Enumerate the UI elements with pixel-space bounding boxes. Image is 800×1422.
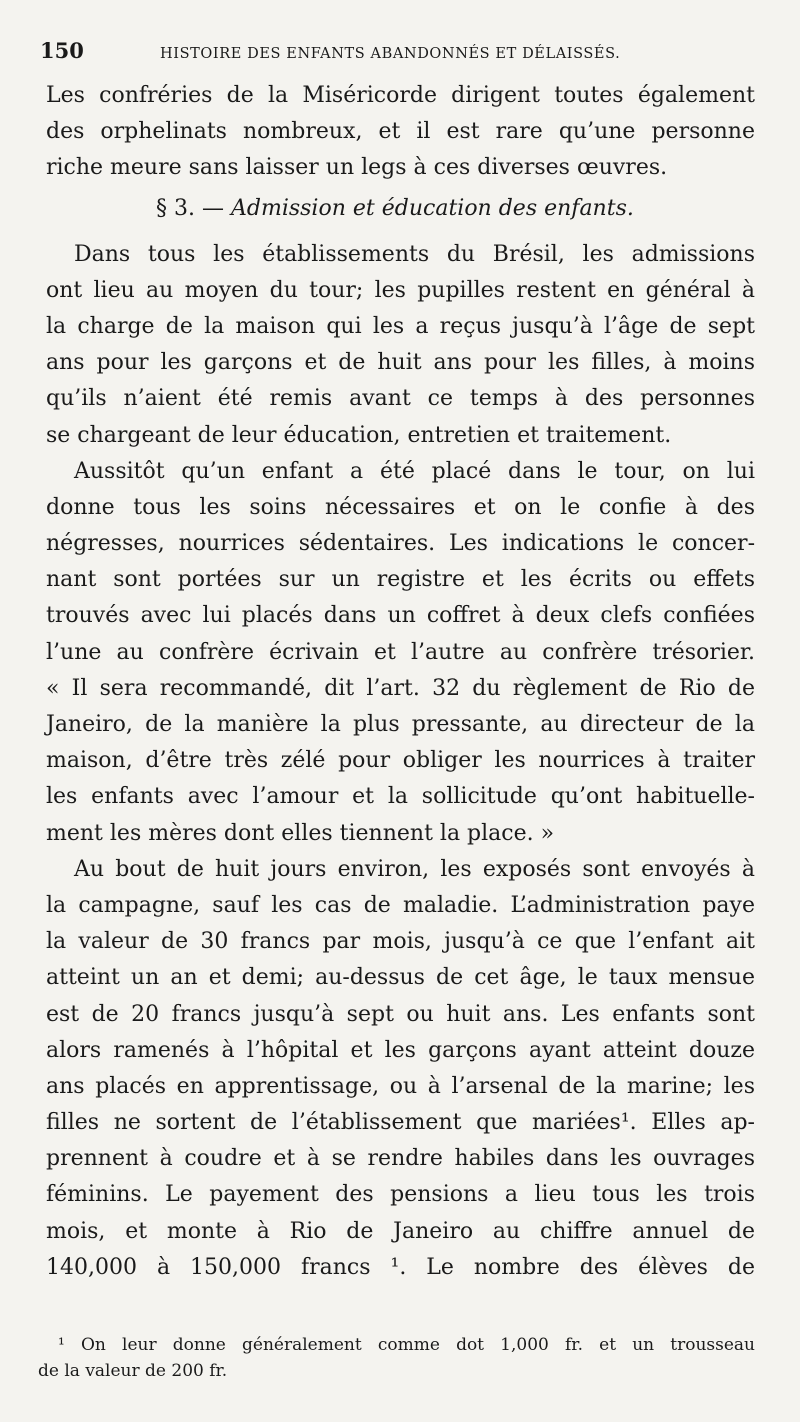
text-line: négresses, nourrices sédentaires. Les indications le concer- [46,531,755,557]
text-line: se chargeant de leur éducation, entretien et traitement. [46,422,672,448]
text-line: la campagne, sauf les cas de maladie. L’administration paye [46,892,755,918]
running-head [40,38,755,66]
section-title: Admission et éducation des enfants. [230,195,634,221]
paragraph-placement [46,852,755,1286]
text-line: maison, d’être très zélé pour obliger les nourrices à traiter [46,748,755,774]
text-line: 140,000 à 150,000 francs ¹. Le nombre des élèves de [46,1254,755,1280]
section-heading [46,187,755,231]
text-line: l’une au confrère écrivain et l’autre au confrère trésorier. [46,639,755,665]
text-line: est de 20 francs jusqu’à sept ou huit ans. Les enfants sont [46,1001,755,1027]
text-line: ans placés en apprentissage, ou à l’arsenal de la marine; les [46,1073,755,1099]
text-line: ont lieu au moyen du tour; les pupilles restent en général à [46,277,755,303]
text-line: Dans tous les établissements du Brésil, les admissions [74,241,755,267]
paragraph-admissions [46,237,755,454]
text-line: nant sont portées sur un registre et les écrits ou effets [46,567,755,593]
text-line: la charge de la maison qui les a reçus jusqu’à l’âge de sept [46,313,755,339]
text-line: Au bout de huit jours environ, les exposés sont envoyés à [74,856,755,882]
text-line: la valeur de 30 francs par mois, jusqu’à ce que l’enfant ait [46,929,755,955]
running-title: HISTOIRE DES ENFANTS ABANDONNÉS ET DÉLAISSÉS. [160,46,621,62]
text-line: féminins. Le payement des pensions a lieu tous les trois [46,1182,755,1208]
section-label: § 3. — [156,195,224,221]
text-line: qu’ils n’aient été remis avant ce temps à des personnes [46,386,755,412]
text-line: « Il sera recommandé, dit l’art. 32 du règlement de Rio de [46,675,755,701]
text-line: Janeiro, de la manière la plus pressante, au directeur de la [46,712,755,737]
paragraph-care [46,454,755,852]
body-text [46,78,755,1286]
text-line: trouvés avec lui placés dans un coffret à deux clefs confiées [46,603,755,629]
text-line: des orphelinats nombreux, et il est rare qu’une personne [46,119,755,145]
paragraph-intro [46,78,755,187]
footnote-line: de la valeur de 200 fr. [38,1361,228,1381]
footnotes [38,1332,755,1384]
text-line: riche meure sans laisser un legs à ces diverses œuvres. [46,155,668,181]
text-line: prennent à coudre et à se rendre habiles dans les ouvrages [46,1146,755,1172]
text-line: Les confréries de la Miséricorde dirigent toutes également [46,83,755,108]
text-line: les enfants avec l’amour et la sollicitude qu’ont habituelle- [46,784,755,810]
page-number: 150 [40,38,84,63]
text-line: alors ramenés à l’hôpital et les garçons ayant atteint douze [46,1037,755,1063]
text-line: filles ne sortent de l’établissement que mariées¹. Elles ap- [46,1110,755,1136]
text-line: mois, et monte à Rio de Janeiro au chiffre annuel de [46,1218,755,1244]
footnote-line: ¹ On leur donne généralement comme dot 1,000 fr. et un trousseau [58,1335,755,1355]
text-line: ans pour les garçons et de huit ans pour les filles, à moins [46,350,755,376]
text-line: donne tous les soins nécessaires et on le confie à des [46,494,755,520]
text-line: atteint un an et demi; au-dessus de cet âge, le taux mensue [46,965,755,991]
text-line: ment les mères dont elles tiennent la place. » [46,820,555,846]
text-line: Aussitôt qu’un enfant a été placé dans le tour, on lui [74,458,755,484]
